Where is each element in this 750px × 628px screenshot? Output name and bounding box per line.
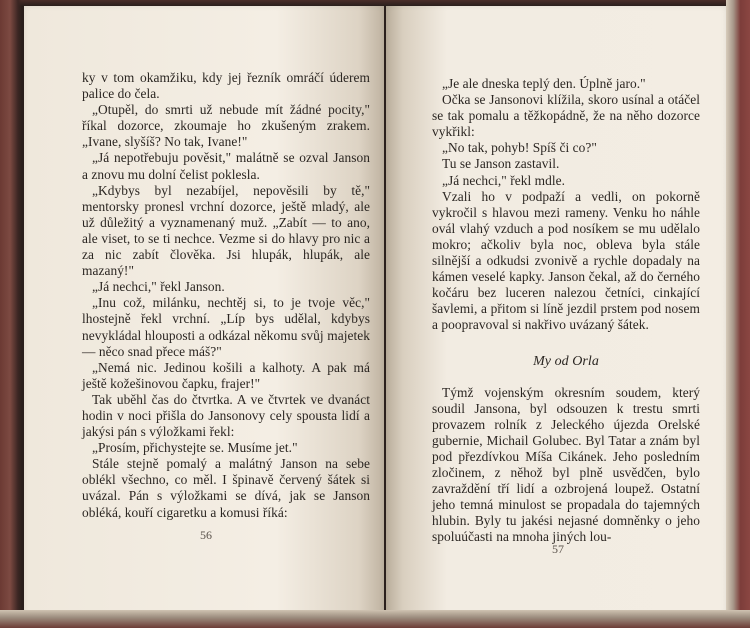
left-page-text	[82, 70, 370, 521]
paragraph: „Nemá nic. Jedinou košili a kalhoty. A pak má ještě kožešinovou čapku, frajer!"	[82, 359, 370, 391]
book-bottom-edge	[0, 610, 750, 628]
paragraph: Vzali ho v podpaží a vedli, on pokorně vykročil s hlavou mezi rameny. Venku ho náhle ovál vlahý vzduch a pod nosíkem se mu udělalo mokro; ačkoliv byla noc, obleva byla stále silnější a odkudsi zvonivě a rychle dopadaly na kámen veselé kapky. Janson čekal, až do černého kočáru bez luceren nalezou četníci, cinkající šavlemi, a přitom si líně jezdil prstem pod nosem a poopravoval si nakřivo uvázaný šátek.	[432, 188, 700, 333]
paragraph: „Kdybys byl nezabíjel, nepověsili by tě," mentorsky pronesl vrchní dozorce, ještě mladý, ale už důležitý a vyznamenaný muž. „Zabít — to ano, ale viset, to se ti nechce. Vezme si do hlavy pro nic a za nic zabít člověka. Jsi hlupák, hlupák, ale mazaný!"	[82, 182, 370, 279]
paragraph: „No tak, pohyb! Spíš či co?"	[442, 140, 597, 156]
left-page	[24, 6, 384, 616]
paragraph: Tak uběhl čas do čtvrtka. A ve čtvrtek ve dvanáct hodin v noci přišla do Jansonovy cely spousta lidí a jakýsi pán s výložkami řekl:	[82, 391, 370, 440]
book-cover-edge	[726, 0, 750, 628]
paragraph: Očka se Jansonovi klížila, skoro usínal a otáčel se tak pomalu a těžkopádně, že na něho dozorce vykřikl:	[432, 92, 700, 140]
paragraph: „Prosím, přichystejte se. Musíme jet."	[92, 440, 298, 456]
paragraph: Týmž vojenským okresním soudem, který soudil Jansona, byl odsouzen k trestu smrti provazem rolník z Jeleckého újezda Orelské gubernie, Michail Golubec. Byl Tatar a znám byl pod přezdívkou Míša Cikánek. Jeho posledním zločinem, z něhož byl plně usvědčen, bylo zavraždění tří lidí a ozbrojená loupež. Ostatní jeho temná minulost se propadala do tajemných hlubin. Byly tu jakési nejasné domněnky o jeho spoluúčasti na mnoha jiných lou-	[432, 384, 700, 545]
paragraph: Tu se Janson zastavil.	[442, 156, 560, 172]
right-page-text	[432, 76, 700, 546]
paragraph: „Otupěl, do smrti už nebude mít žádné pocity," říkal dozorce, zkoumaje ho zkušeným zrakem. „Ivane, slyšíš? No tak, Ivane!"	[82, 102, 370, 150]
page-number: 57	[552, 542, 564, 556]
chapter-heading: My od Orla	[533, 353, 599, 369]
paragraph: Stále stejně pomalý a malátný Janson na sebe oblékl všechno, co měl. I špinavě červený šátek si uvázal. Pán s výložkami se dívá, jak se Janson obléká, kouří cigaretku a komusi říká:	[82, 456, 370, 520]
paragraph: „Je ale dneska teplý den. Úplně jaro."	[442, 76, 646, 91]
page-number: 56	[200, 528, 212, 542]
paragraph: „Já nechci," řekl mdle.	[442, 172, 565, 188]
paragraph: „Já nepotřebuju pověsit," malátně se ozval Janson a znovu mu dolní čelist poklesla.	[82, 150, 370, 182]
paragraph: „Já nechci," řekl Janson.	[92, 279, 225, 295]
paragraph: ky v tom okamžiku, kdy jej řezník omráčí úderem palice do čela.	[82, 70, 370, 102]
paragraph: „Inu což, milánku, nechtěj si, to je tvoje věc," lhostejně řekl vrchní. „Líp bys udělal, kdybys nevykládal hlouposti a odkázal někomu svůj majetek — něco snad přece máš?"	[82, 295, 370, 359]
right-page	[386, 6, 726, 616]
